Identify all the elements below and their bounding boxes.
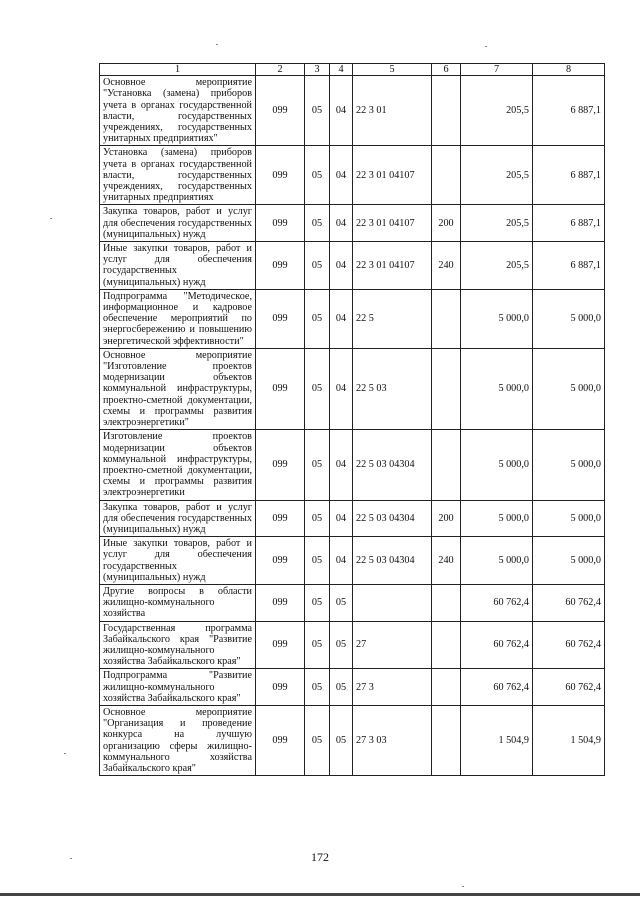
section-code: 05	[305, 348, 330, 429]
subsection-code: 04	[330, 76, 353, 146]
expense-type-code	[432, 584, 461, 621]
target-article-code: 22 5 03 04304	[353, 430, 432, 500]
table-row	[100, 289, 605, 348]
amount-year-1: 60 762,4	[461, 669, 533, 706]
table-row	[100, 430, 605, 500]
section-code: 05	[305, 430, 330, 500]
target-article-code: 27	[353, 621, 432, 669]
table-row	[100, 242, 605, 290]
header-cell: 2	[256, 64, 305, 76]
header-cell: 6	[432, 64, 461, 76]
expense-type-code	[432, 705, 461, 775]
section-code: 05	[305, 146, 330, 205]
table-row	[100, 205, 605, 242]
table-row	[100, 584, 605, 621]
subsection-code: 04	[330, 289, 353, 348]
item-name: Основное мероприятие "Установка (замена) приборов учета в органах государственной власти, государственных учреждениях, государственных унитарных предприятиях"	[100, 76, 256, 146]
item-name: Государственная программа Забайкальского края "Развитие жилищно-коммунального хозяйства Забайкальского края"	[100, 621, 256, 669]
amount-year-1: 5 000,0	[461, 430, 533, 500]
ministry-code: 099	[256, 348, 305, 429]
amount-year-2: 6 887,1	[533, 205, 605, 242]
scan-speck	[64, 753, 66, 754]
item-name: Иные закупки товаров, работ и услуг для обеспечения государственных (муниципальных) нужд	[100, 242, 256, 290]
ministry-code: 099	[256, 146, 305, 205]
target-article-code: 22 5 03 04304	[353, 537, 432, 585]
item-name: Закупка товаров, работ и услуг для обеспечения государственных (муниципальных) нужд	[100, 205, 256, 242]
ministry-code: 099	[256, 621, 305, 669]
target-article-code: 22 3 01 04107	[353, 242, 432, 290]
amount-year-2: 60 762,4	[533, 584, 605, 621]
expense-type-code: 200	[432, 205, 461, 242]
target-article-code: 22 5 03	[353, 348, 432, 429]
amount-year-2: 5 000,0	[533, 348, 605, 429]
page-number: 172	[311, 850, 329, 864]
table-row	[100, 76, 605, 146]
ministry-code: 099	[256, 705, 305, 775]
section-code: 05	[305, 242, 330, 290]
table-row	[100, 621, 605, 669]
expense-type-code	[432, 146, 461, 205]
table-header-row	[100, 64, 605, 76]
amount-year-2: 6 887,1	[533, 146, 605, 205]
amount-year-1: 1 504,9	[461, 705, 533, 775]
expense-type-code	[432, 669, 461, 706]
scan-speck	[485, 46, 487, 47]
subsection-code: 05	[330, 621, 353, 669]
ministry-code: 099	[256, 430, 305, 500]
subsection-code: 04	[330, 348, 353, 429]
amount-year-2: 1 504,9	[533, 705, 605, 775]
header-cell: 3	[305, 64, 330, 76]
section-code: 05	[305, 584, 330, 621]
item-name: Основное мероприятие "Организация и проведение конкурса на лучшую организацию сферы жилищно-коммунального хозяйства Забайкальского края"	[100, 705, 256, 775]
item-name: Закупка товаров, работ и услуг для обеспечения государственных (муниципальных) нужд	[100, 500, 256, 537]
amount-year-2: 60 762,4	[533, 669, 605, 706]
scan-speck	[70, 858, 72, 859]
amount-year-2: 6 887,1	[533, 242, 605, 290]
amount-year-1: 60 762,4	[461, 621, 533, 669]
subsection-code: 04	[330, 205, 353, 242]
subsection-code: 04	[330, 242, 353, 290]
ministry-code: 099	[256, 500, 305, 537]
table-row	[100, 146, 605, 205]
ministry-code: 099	[256, 289, 305, 348]
target-article-code: 22 3 01 04107	[353, 205, 432, 242]
amount-year-2: 6 887,1	[533, 76, 605, 146]
subsection-code: 04	[330, 146, 353, 205]
expense-type-code: 240	[432, 242, 461, 290]
table-row	[100, 669, 605, 706]
amount-year-2: 60 762,4	[533, 621, 605, 669]
target-article-code	[353, 584, 432, 621]
ministry-code: 099	[256, 584, 305, 621]
target-article-code: 22 5 03 04304	[353, 500, 432, 537]
amount-year-1: 205,5	[461, 146, 533, 205]
amount-year-1: 5 000,0	[461, 537, 533, 585]
header-cell: 5	[353, 64, 432, 76]
amount-year-1: 5 000,0	[461, 348, 533, 429]
budget-table	[99, 63, 605, 776]
item-name: Иные закупки товаров, работ и услуг для обеспечения государственных (муниципальных) нужд	[100, 537, 256, 585]
expense-type-code	[432, 76, 461, 146]
item-name: Подпрограмма "Методическое, информационное и кадровое обеспечение мероприятий по энергосбережению и повышению энергетической эффективности"	[100, 289, 256, 348]
item-name: Изготовление проектов модернизации объектов коммунальной инфраструктуры, проектно-сметной документации, схемы и программы развития электроэнергетики	[100, 430, 256, 500]
scan-speck	[50, 218, 52, 219]
subsection-code: 05	[330, 705, 353, 775]
amount-year-2: 5 000,0	[533, 430, 605, 500]
amount-year-1: 60 762,4	[461, 584, 533, 621]
expense-type-code: 200	[432, 500, 461, 537]
ministry-code: 099	[256, 537, 305, 585]
section-code: 05	[305, 705, 330, 775]
target-article-code: 22 5	[353, 289, 432, 348]
subsection-code: 04	[330, 537, 353, 585]
item-name: Подпрограмма "Развитие жилищно-коммунального хозяйства Забайкальского края"	[100, 669, 256, 706]
expense-type-code	[432, 430, 461, 500]
header-cell: 4	[330, 64, 353, 76]
section-code: 05	[305, 205, 330, 242]
target-article-code: 27 3	[353, 669, 432, 706]
section-code: 05	[305, 669, 330, 706]
table-row	[100, 348, 605, 429]
subsection-code: 05	[330, 669, 353, 706]
subsection-code: 04	[330, 430, 353, 500]
item-name: Другие вопросы в области жилищно-коммунального хозяйства	[100, 584, 256, 621]
target-article-code: 22 3 01 04107	[353, 146, 432, 205]
section-code: 05	[305, 500, 330, 537]
header-cell: 8	[533, 64, 605, 76]
header-cell: 7	[461, 64, 533, 76]
amount-year-2: 5 000,0	[533, 537, 605, 585]
ministry-code: 099	[256, 242, 305, 290]
target-article-code: 27 3 03	[353, 705, 432, 775]
ministry-code: 099	[256, 205, 305, 242]
section-code: 05	[305, 289, 330, 348]
amount-year-1: 5 000,0	[461, 500, 533, 537]
table-row	[100, 500, 605, 537]
ministry-code: 099	[256, 669, 305, 706]
scan-edge-line	[0, 893, 640, 896]
subsection-code: 05	[330, 584, 353, 621]
amount-year-1: 205,5	[461, 205, 533, 242]
ministry-code: 099	[256, 76, 305, 146]
header-cell: 1	[100, 64, 256, 76]
target-article-code: 22 3 01	[353, 76, 432, 146]
scan-speck	[462, 886, 464, 887]
expense-type-code	[432, 289, 461, 348]
amount-year-1: 205,5	[461, 242, 533, 290]
section-code: 05	[305, 621, 330, 669]
section-code: 05	[305, 537, 330, 585]
expense-type-code	[432, 348, 461, 429]
expense-type-code	[432, 621, 461, 669]
item-name: Установка (замена) приборов учета в органах государственной власти, государственных учреждениях, государственных унитарных предприятиях	[100, 146, 256, 205]
scan-speck	[216, 44, 218, 45]
amount-year-2: 5 000,0	[533, 500, 605, 537]
table-row	[100, 705, 605, 775]
section-code: 05	[305, 76, 330, 146]
item-name: Основное мероприятие "Изготовление проектов модернизации объектов коммунальной инфраструктуры, проектно-сметной документации, схемы и программы развития электроэнергетики"	[100, 348, 256, 429]
amount-year-2: 5 000,0	[533, 289, 605, 348]
table-row	[100, 537, 605, 585]
subsection-code: 04	[330, 500, 353, 537]
amount-year-1: 205,5	[461, 76, 533, 146]
amount-year-1: 5 000,0	[461, 289, 533, 348]
expense-type-code: 240	[432, 537, 461, 585]
